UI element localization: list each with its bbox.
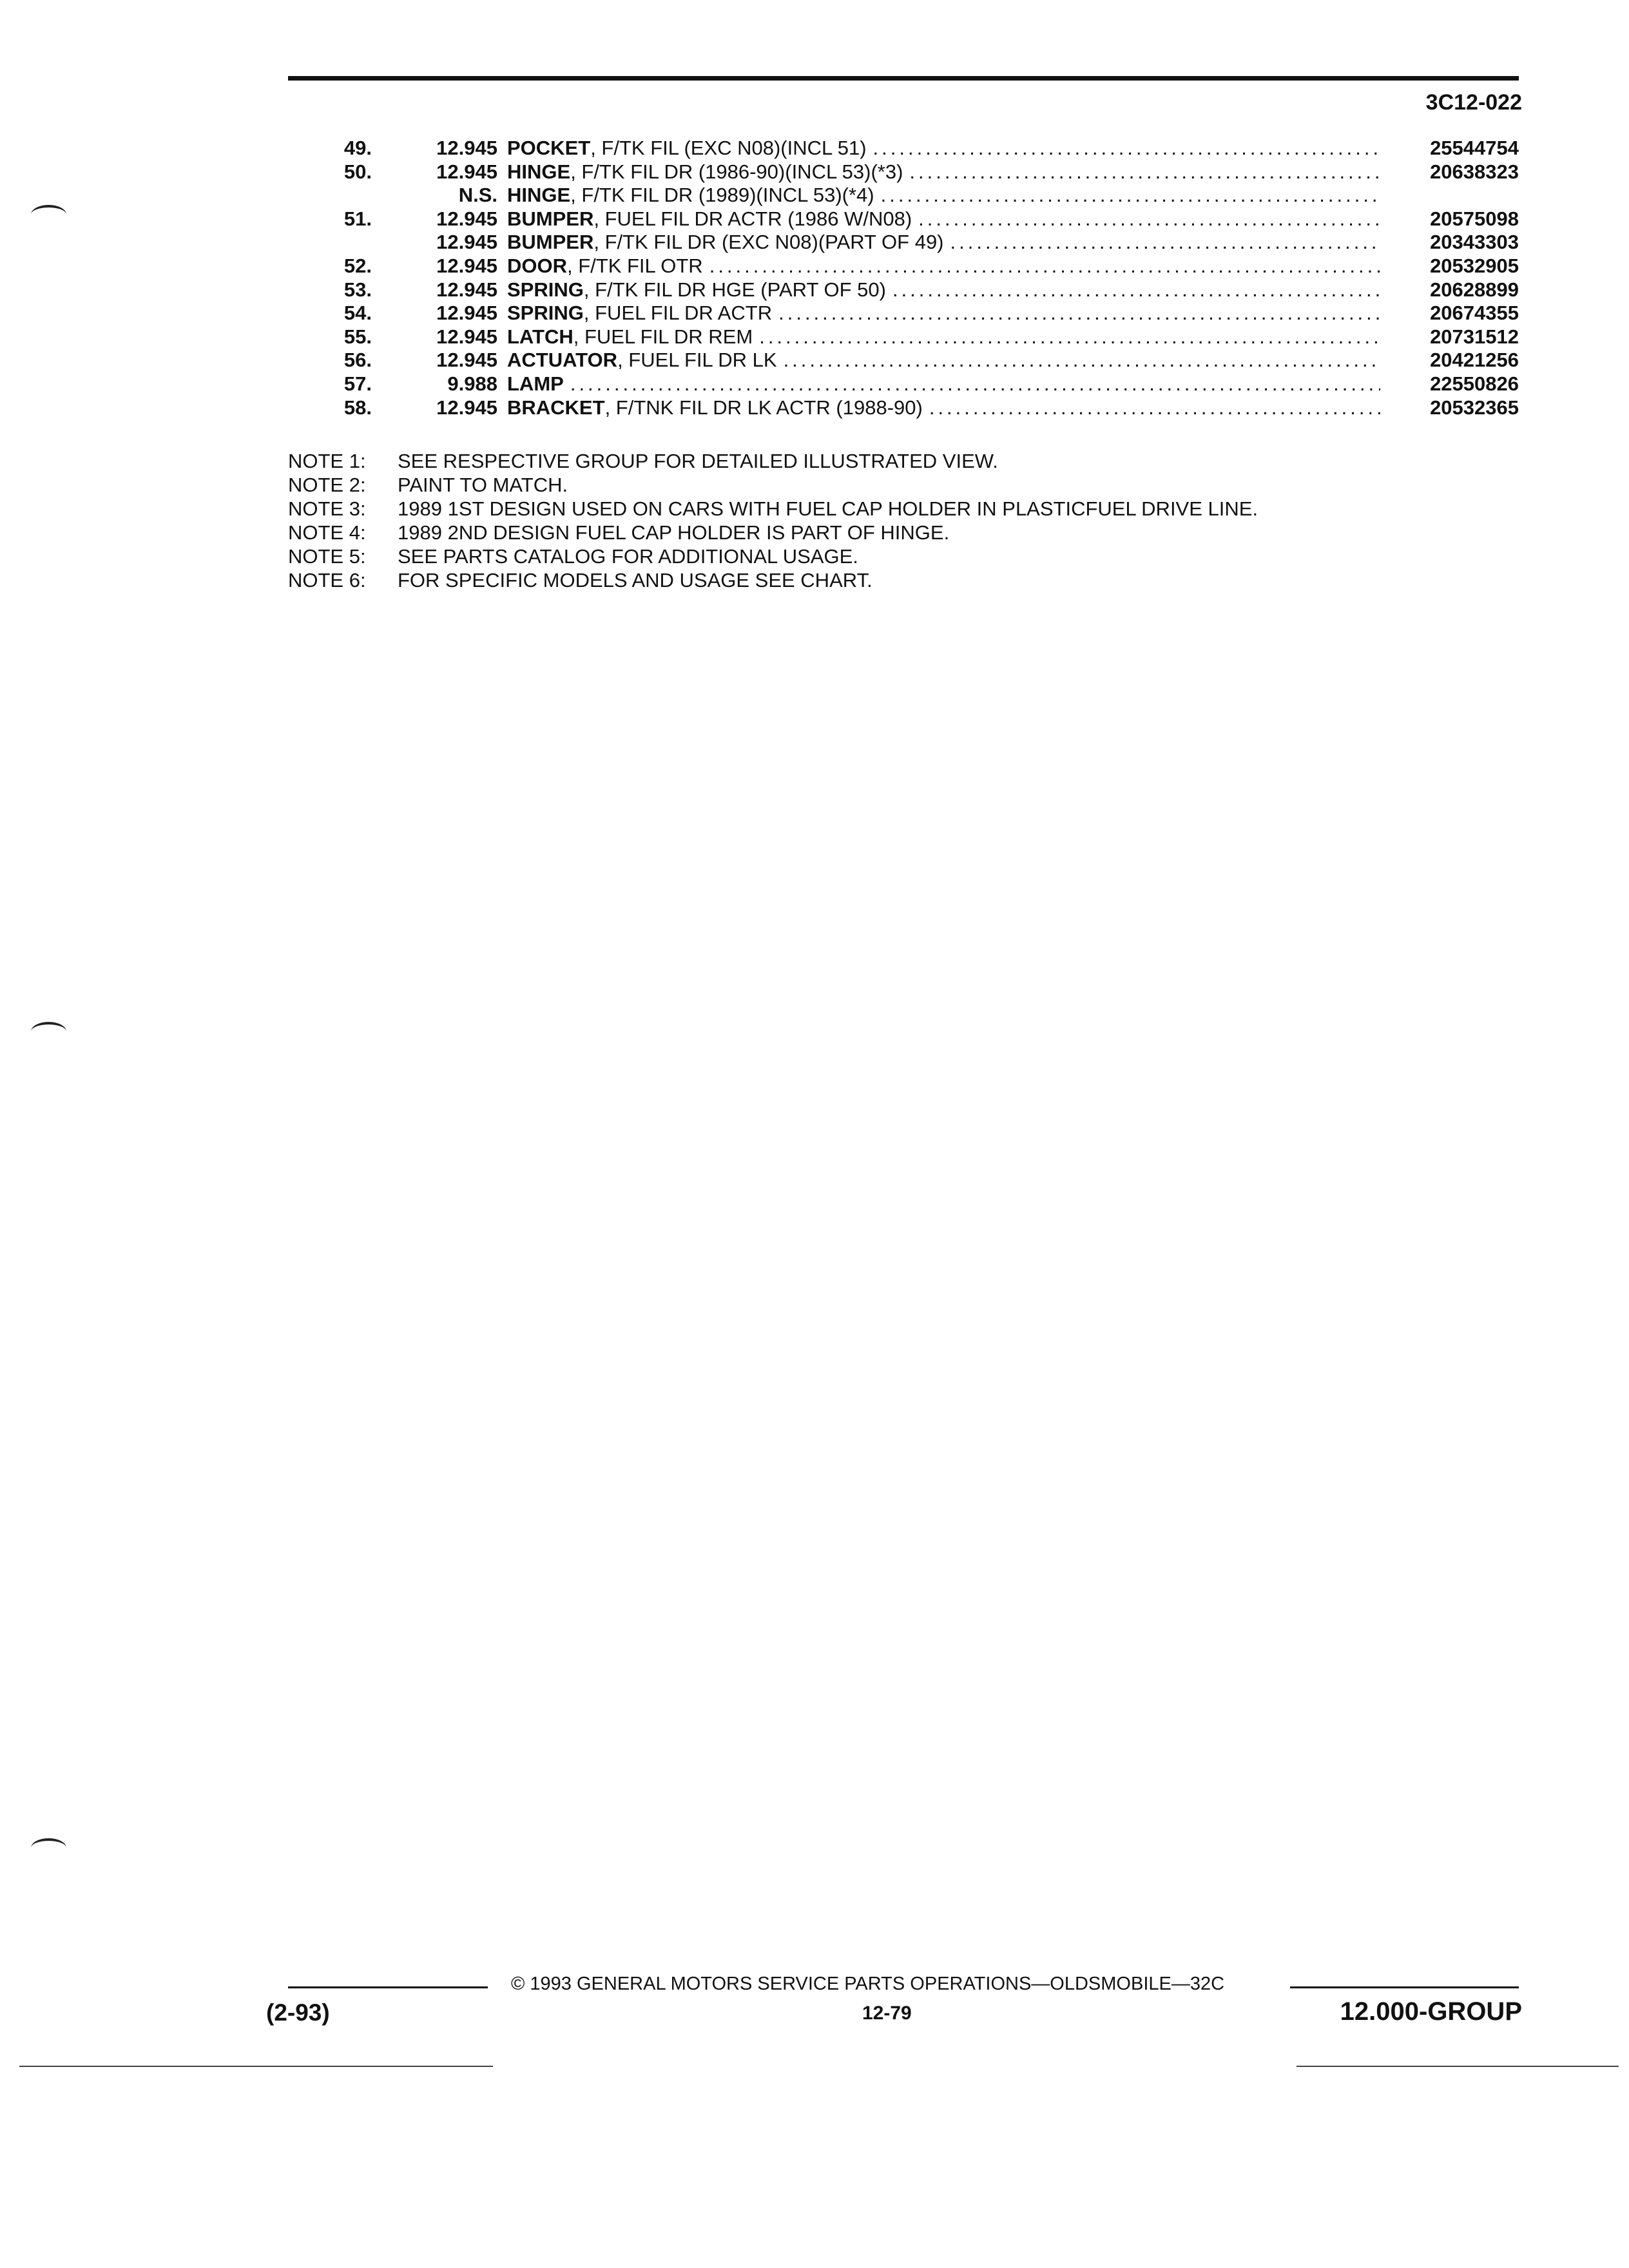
part-row: [288, 255, 1519, 278]
note-row: [288, 569, 1258, 593]
part-ref-number: 56.: [343, 349, 372, 372]
note-row: [288, 450, 1258, 474]
part-row: [288, 396, 1519, 420]
part-name: BRACKET: [507, 396, 605, 419]
part-group-number: 12.945: [436, 396, 497, 419]
part-description: [507, 207, 1380, 231]
parts-list: [288, 137, 1519, 419]
part-row: [288, 349, 1519, 372]
note-text: PAINT TO MATCH.: [398, 474, 568, 496]
part-row: [288, 160, 1519, 184]
copyright-line: © 1993 GENERAL MOTORS SERVICE PARTS OPERATIONS—OLDSMOBILE—32C: [511, 1974, 1225, 1994]
part-row: [288, 372, 1519, 396]
part-desc-detail: , FUEL FIL DR REM: [573, 325, 753, 348]
part-desc-detail: , FUEL FIL DR LK: [617, 349, 777, 372]
punch-hole-mark: [31, 1022, 66, 1041]
part-name: BUMPER: [507, 231, 594, 254]
part-desc-detail: , F/TK FIL DR HGE (PART OF 50): [583, 278, 886, 301]
part-name: DOOR: [507, 254, 567, 277]
part-number: 20575098: [1430, 207, 1519, 230]
part-group-number: 12.945: [436, 160, 497, 183]
part-group-number: 12.945: [436, 302, 497, 325]
note-label: NOTE 1:: [288, 450, 366, 472]
part-ref-number: 49.: [343, 137, 372, 159]
note-row: [288, 497, 1258, 521]
part-row: [288, 302, 1519, 325]
note-label: NOTE 5:: [288, 545, 366, 568]
part-description: [507, 349, 1380, 372]
part-group-number: 9.988: [447, 372, 497, 395]
part-desc-detail: , FUEL FIL DR ACTR: [583, 302, 773, 325]
part-description: [507, 231, 1380, 254]
part-description: [507, 184, 1380, 207]
part-description: [507, 372, 1380, 396]
note-label: NOTE 3:: [288, 497, 366, 520]
part-desc-detail: , F/TK FIL (EXC N08)(INCL 51): [590, 137, 867, 159]
note-row: [288, 474, 1258, 497]
part-group-number: N.S.: [458, 184, 497, 207]
part-group-number: 12.945: [436, 278, 497, 301]
note-text: SEE PARTS CATALOG FOR ADDITIONAL USAGE.: [398, 545, 858, 568]
punch-hole-mark: [31, 1838, 66, 1858]
part-number: 20638323: [1430, 160, 1519, 183]
part-name: ACTUATOR: [507, 349, 618, 372]
part-ref-number: 55.: [343, 325, 372, 348]
part-group-number: 12.945: [436, 231, 497, 254]
footer-rule-right: [1290, 1986, 1519, 1988]
page-code: 3C12-022: [1425, 90, 1522, 115]
part-name: HINGE: [507, 184, 571, 207]
bottom-rule-right: [1296, 2066, 1619, 2067]
punch-hole-mark: [31, 205, 66, 224]
part-desc-detail: , F/TK FIL DR (1986-90)(INCL 53)(*3): [570, 160, 903, 183]
part-number: 25544754: [1430, 137, 1519, 159]
part-description: [507, 325, 1380, 349]
part-name: SPRING: [507, 302, 584, 325]
part-number: 20532905: [1430, 254, 1519, 277]
part-desc-detail: , F/TNK FIL DR LK ACTR (1988-90): [604, 396, 923, 419]
part-group-number: 12.945: [436, 254, 497, 277]
part-name: BUMPER: [507, 207, 594, 230]
part-number: 20628899: [1430, 278, 1519, 301]
revision-date: (2-93): [266, 1999, 330, 2026]
part-description: [507, 255, 1380, 278]
part-group-number: 12.945: [436, 137, 497, 159]
note-label: NOTE 6:: [288, 569, 366, 591]
part-row: [288, 137, 1519, 160]
part-row: [288, 325, 1519, 349]
note-text: FOR SPECIFIC MODELS AND USAGE SEE CHART.: [398, 569, 872, 591]
part-desc-detail: , FUEL FIL DR ACTR (1986 W/N08): [593, 207, 912, 230]
part-number: 20674355: [1430, 302, 1519, 325]
note-text: 1989 2ND DESIGN FUEL CAP HOLDER IS PART OF HINGE.: [398, 521, 950, 544]
group-label: 12.000-GROUP: [1340, 1997, 1522, 2026]
part-desc-detail: , F/TK FIL DR (EXC N08)(PART OF 49): [593, 231, 944, 254]
part-group-number: 12.945: [436, 207, 497, 230]
part-row: [288, 184, 1519, 207]
footer-rule-left: [288, 1986, 488, 1988]
part-row: [288, 207, 1519, 231]
part-desc-detail: , F/TK FIL OTR: [567, 254, 703, 277]
part-name: SPRING: [507, 278, 584, 301]
part-row: [288, 278, 1519, 302]
part-description: [507, 137, 1380, 160]
part-description: [507, 396, 1380, 419]
part-description: [507, 278, 1380, 302]
bottom-rule-left: [19, 2066, 493, 2067]
part-ref-number: 50.: [343, 160, 372, 183]
part-description: [507, 302, 1380, 325]
part-ref-number: 58.: [343, 396, 372, 419]
notes-list: [288, 450, 1258, 593]
part-ref-number: 51.: [343, 207, 372, 230]
note-row: [288, 521, 1258, 545]
part-name: POCKET: [507, 137, 591, 159]
part-name: HINGE: [507, 160, 571, 183]
part-number: 20532365: [1430, 396, 1519, 419]
part-ref-number: 52.: [343, 254, 372, 277]
part-number: 20421256: [1430, 349, 1519, 372]
note-text: 1989 1ST DESIGN USED ON CARS WITH FUEL CAP HOLDER IN PLASTICFUEL DRIVE LINE.: [398, 497, 1258, 520]
part-name: LATCH: [507, 325, 574, 348]
part-desc-detail: , F/TK FIL DR (1989)(INCL 53)(*4): [570, 184, 874, 207]
part-group-number: 12.945: [436, 325, 497, 348]
part-ref-number: 53.: [343, 278, 372, 301]
part-ref-number: 54.: [343, 302, 372, 325]
note-label: NOTE 2:: [288, 474, 366, 496]
part-row: [288, 231, 1519, 255]
note-label: NOTE 4:: [288, 521, 366, 544]
header-rule: [288, 76, 1519, 81]
part-number: 20343303: [1430, 231, 1519, 254]
note-text: SEE RESPECTIVE GROUP FOR DETAILED ILLUSTRATED VIEW.: [398, 450, 998, 472]
part-ref-number: 57.: [343, 372, 372, 395]
part-name: LAMP: [507, 372, 564, 395]
note-row: [288, 545, 1258, 569]
part-number: 20731512: [1430, 325, 1519, 348]
part-group-number: 12.945: [436, 349, 497, 372]
part-description: [507, 160, 1380, 184]
part-number: 22550826: [1430, 372, 1519, 395]
page-number: 12-79: [862, 2003, 912, 2024]
